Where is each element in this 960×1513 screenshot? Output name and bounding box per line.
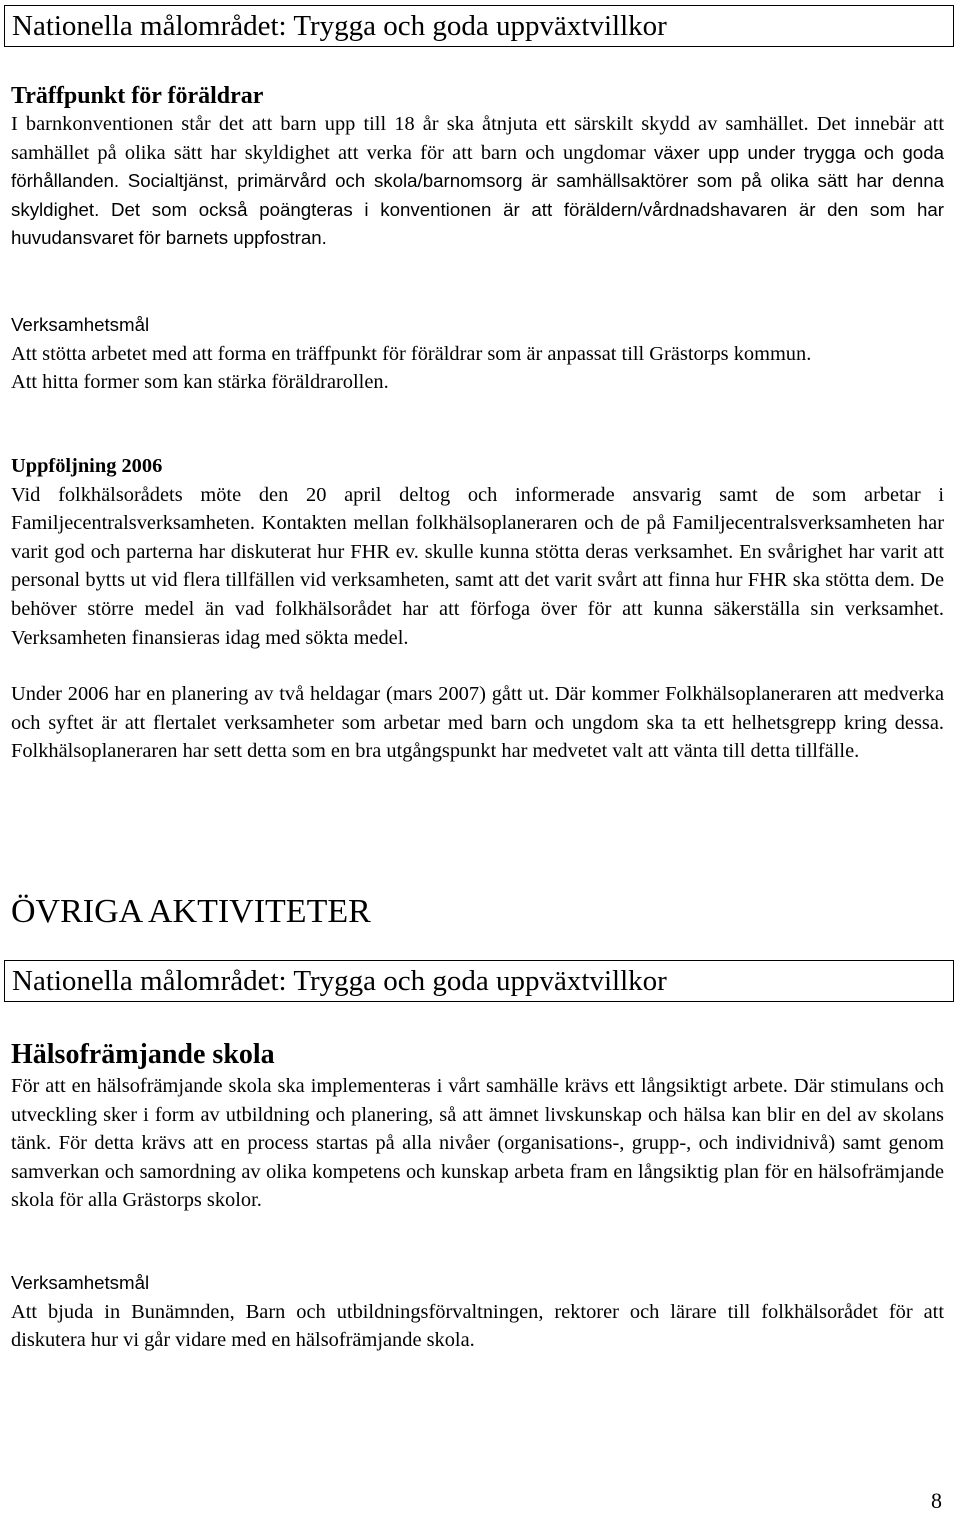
health-school-section (11, 1038, 944, 1215)
intro-text-serif: I barnkonventionen står det att barn upp till 18 år ska åtnjuta ett särskilt skydd av samhället. Det innebär att samhället på olika sätt har skyldighet att verka för att barn och ungdomar (11, 113, 944, 164)
followup-section (11, 452, 944, 766)
health-school-intro: För att en hälsofrämjande skola ska implementeras i vårt samhälle krävs ett långsiktigt arbete. Där stimulans och utveckling sker i form av utbildning och planering, så att ämnet livskunskap och hälsa kan blir en del av skolans tänk. För detta krävs att en process startas på alla nivåer (organisations-, grupp-, och individnivå) samt genom samverkan och samordning av olika kompetens och kunskap arbeta fram en långsiktig plan för en hälsofrämjande skola för alla Grästorps skolor. (11, 1075, 944, 1212)
section-heading: Träffpunkt för föräldrar (11, 83, 264, 109)
followup-paragraph-1: Vid folkhälsorådets möte den 20 april deltog och informerade ansvarig samt de som arbetar i Familjecentralsverksamheten. Kontakten mellan folkhälsoplaneraren och de på Familjecentralsverksamheten har varit god och parterna har diskuterat hur FHR ev. skulle kunna stötta deras verksamhet. En svårighet har varit att personal bytts ut vid flera tillfällen vid verksamheten, samt att det varit svårt att finna hur FHR ska stötta dem. De behöver större medel än vad folkhälsorådet har att förfoga över för att kunna säkerställa sin verksamhet. Verksamheten finansieras idag med sökta medel. (11, 483, 944, 649)
health-school-heading: Hälsofrämjande skola (11, 1039, 275, 1070)
health-school-goals (11, 1269, 944, 1355)
target-area-title-box-2: Nationella målområdet: Trygga och goda uppväxtvillkor (4, 960, 954, 1002)
other-activities-heading: ÖVRIGA AKTIVITETER (11, 893, 371, 930)
target-area-title-box: Nationella målområdet: Trygga och goda uppväxtvillkor (4, 5, 954, 47)
goals-section (11, 311, 944, 397)
followup-heading: Uppföljning 2006 (11, 455, 163, 477)
goals-heading: Verksamhetsmål (11, 314, 150, 335)
meeting-point-section (11, 82, 944, 253)
followup-paragraph-2: Under 2006 har en planering av två heldagar (mars 2007) gått ut. Där kommer Folkhälsoplaneraren att medverka och syftet är att flertalet verksamheter som arbetar med barn och ungdom ska ta ett helhetsgrepp kring dessa. Folkhälsoplaneraren har sett detta som en bra utgångspunkt har medvetet valt att vänta till detta tillfälle. (11, 683, 944, 763)
intro-text-sans: växer upp under trygga och goda förhållanden. Socialtjänst, primärvård och skola/barnomsorg är samhällsaktörer som på olika sätt har denna skyldighet. Det som också poängteras i konventionen är att föräldern/vårdnadshavaren är den som har huvudansvaret för barnets uppfostran. (11, 141, 944, 249)
goals-line-1: Att stötta arbetet med att forma en träffpunkt för föräldrar som är anpassat till Grästorps kommun. (11, 342, 812, 365)
intro-paragraph (11, 110, 944, 253)
goals-line-2: Att hitta former som kan stärka föräldrarollen. (11, 371, 389, 394)
goals-heading-2: Verksamhetsmål (11, 1272, 150, 1293)
goals-text-2: Att bjuda in Bunämnden, Barn och utbildningsförvaltningen, rektorer och lärare till folkhälsorådet för att diskutera hur vi går vidare med en hälsofrämjande skola. (11, 1300, 944, 1352)
page-number: 8 (931, 1488, 942, 1513)
